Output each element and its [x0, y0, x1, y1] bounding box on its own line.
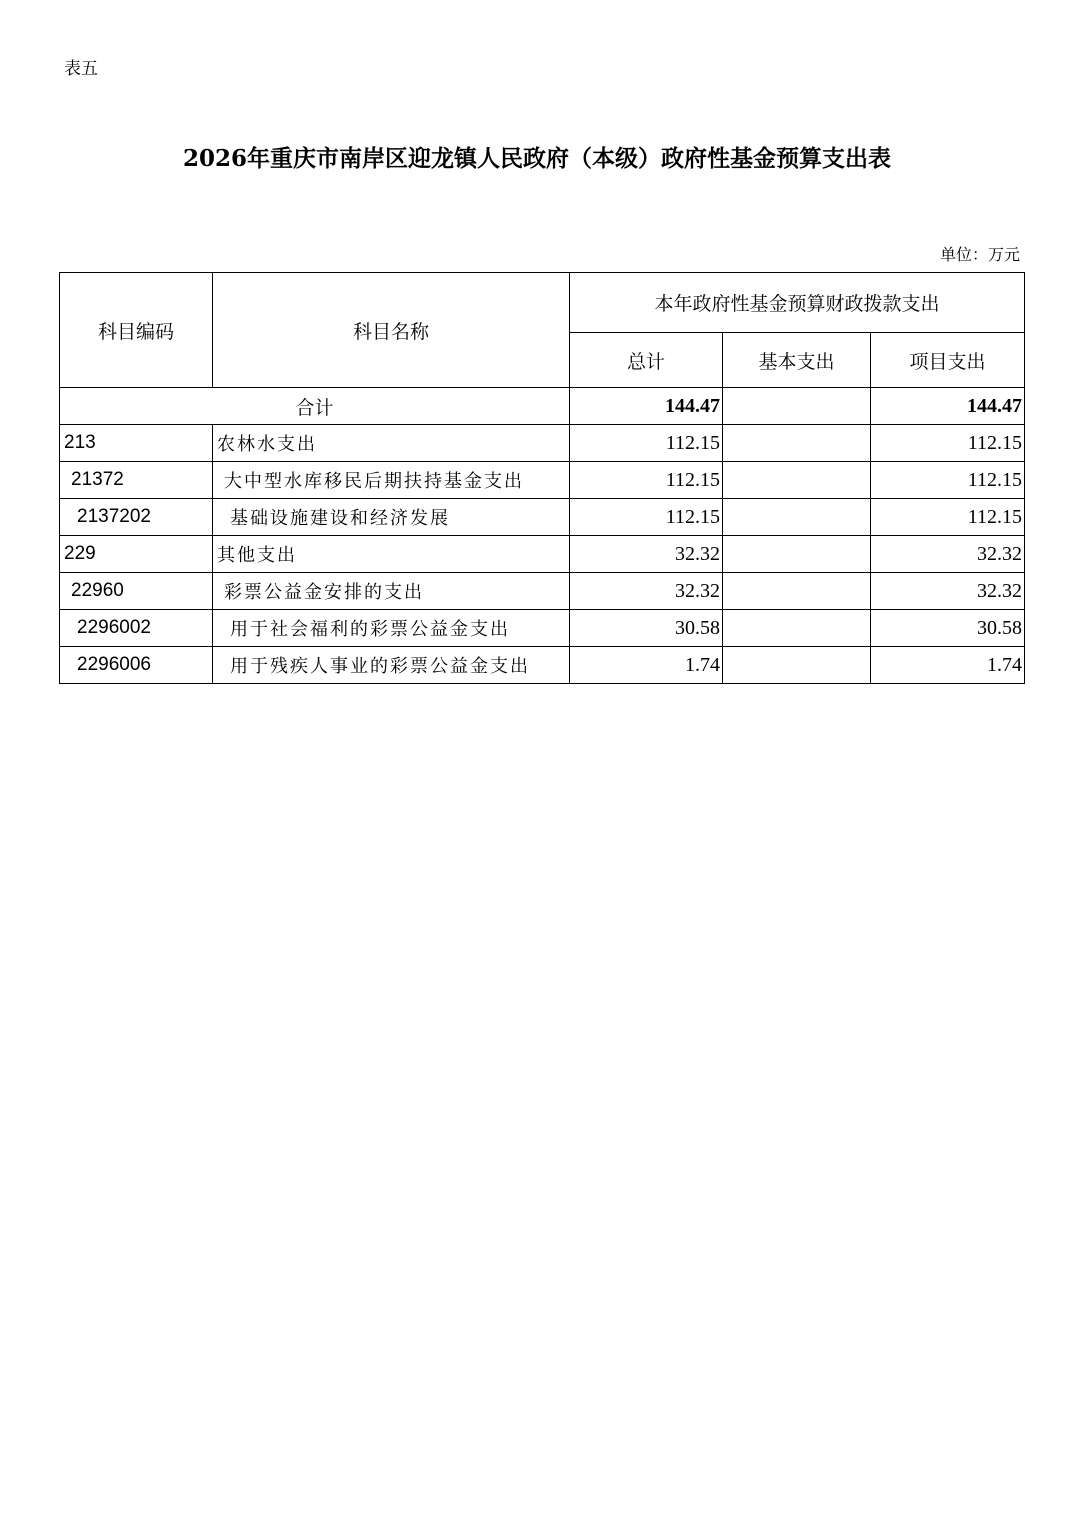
row-basic	[723, 425, 871, 462]
total-total: 144.47	[570, 388, 723, 425]
row-total: 32.32	[570, 573, 723, 610]
row-project: 112.15	[871, 462, 1025, 499]
row-project: 30.58	[871, 610, 1025, 647]
header-row	[60, 273, 1025, 333]
total-label: 合计	[60, 388, 570, 425]
row-code: 22960	[60, 573, 213, 610]
row-basic	[723, 610, 871, 647]
row-total: 112.15	[570, 499, 723, 536]
row-code: 2296006	[60, 647, 213, 684]
row-code: 229	[60, 536, 213, 573]
header-name: 科目名称	[213, 273, 570, 388]
row-code: 21372	[60, 462, 213, 499]
budget-table	[59, 272, 1025, 684]
table-row	[60, 610, 1025, 647]
row-basic	[723, 462, 871, 499]
row-name: 彩票公益金安排的支出	[213, 573, 570, 610]
row-name: 农林水支出	[213, 425, 570, 462]
header-code: 科目编码	[60, 273, 213, 388]
row-code: 2137202	[60, 499, 213, 536]
row-name: 用于残疾人事业的彩票公益金支出	[213, 647, 570, 684]
header-total: 总计	[570, 333, 723, 388]
row-code: 2296002	[60, 610, 213, 647]
header-basic: 基本支出	[723, 333, 871, 388]
row-basic	[723, 573, 871, 610]
row-project: 32.32	[871, 536, 1025, 573]
row-name: 基础设施建设和经济发展	[213, 499, 570, 536]
table-label: 表五	[64, 59, 98, 79]
row-name: 大中型水库移民后期扶持基金支出	[213, 462, 570, 499]
row-code: 213	[60, 425, 213, 462]
row-total: 32.32	[570, 536, 723, 573]
table-row	[60, 425, 1025, 462]
row-name: 用于社会福利的彩票公益金支出	[213, 610, 570, 647]
header-project: 项目支出	[871, 333, 1025, 388]
table-row	[60, 462, 1025, 499]
table-row	[60, 647, 1025, 684]
table-row	[60, 536, 1025, 573]
row-total: 30.58	[570, 610, 723, 647]
row-total: 1.74	[570, 647, 723, 684]
row-project: 112.15	[871, 425, 1025, 462]
row-basic	[723, 499, 871, 536]
table-row	[60, 499, 1025, 536]
row-basic	[723, 647, 871, 684]
row-project: 1.74	[871, 647, 1025, 684]
total-row	[60, 388, 1025, 425]
row-total: 112.15	[570, 462, 723, 499]
row-project: 32.32	[871, 573, 1025, 610]
row-project: 112.15	[871, 499, 1025, 536]
unit-label: 单位：万元	[939, 245, 1020, 264]
total-project: 144.47	[871, 388, 1025, 425]
row-total: 112.15	[570, 425, 723, 462]
row-basic	[723, 536, 871, 573]
header-group: 本年政府性基金预算财政拨款支出	[570, 273, 1025, 333]
page-title: 2026年重庆市南岸区迎龙镇人民政府（本级）政府性基金预算支出表	[182, 145, 891, 172]
row-name: 其他支出	[213, 536, 570, 573]
total-basic	[723, 388, 871, 425]
table-row	[60, 573, 1025, 610]
